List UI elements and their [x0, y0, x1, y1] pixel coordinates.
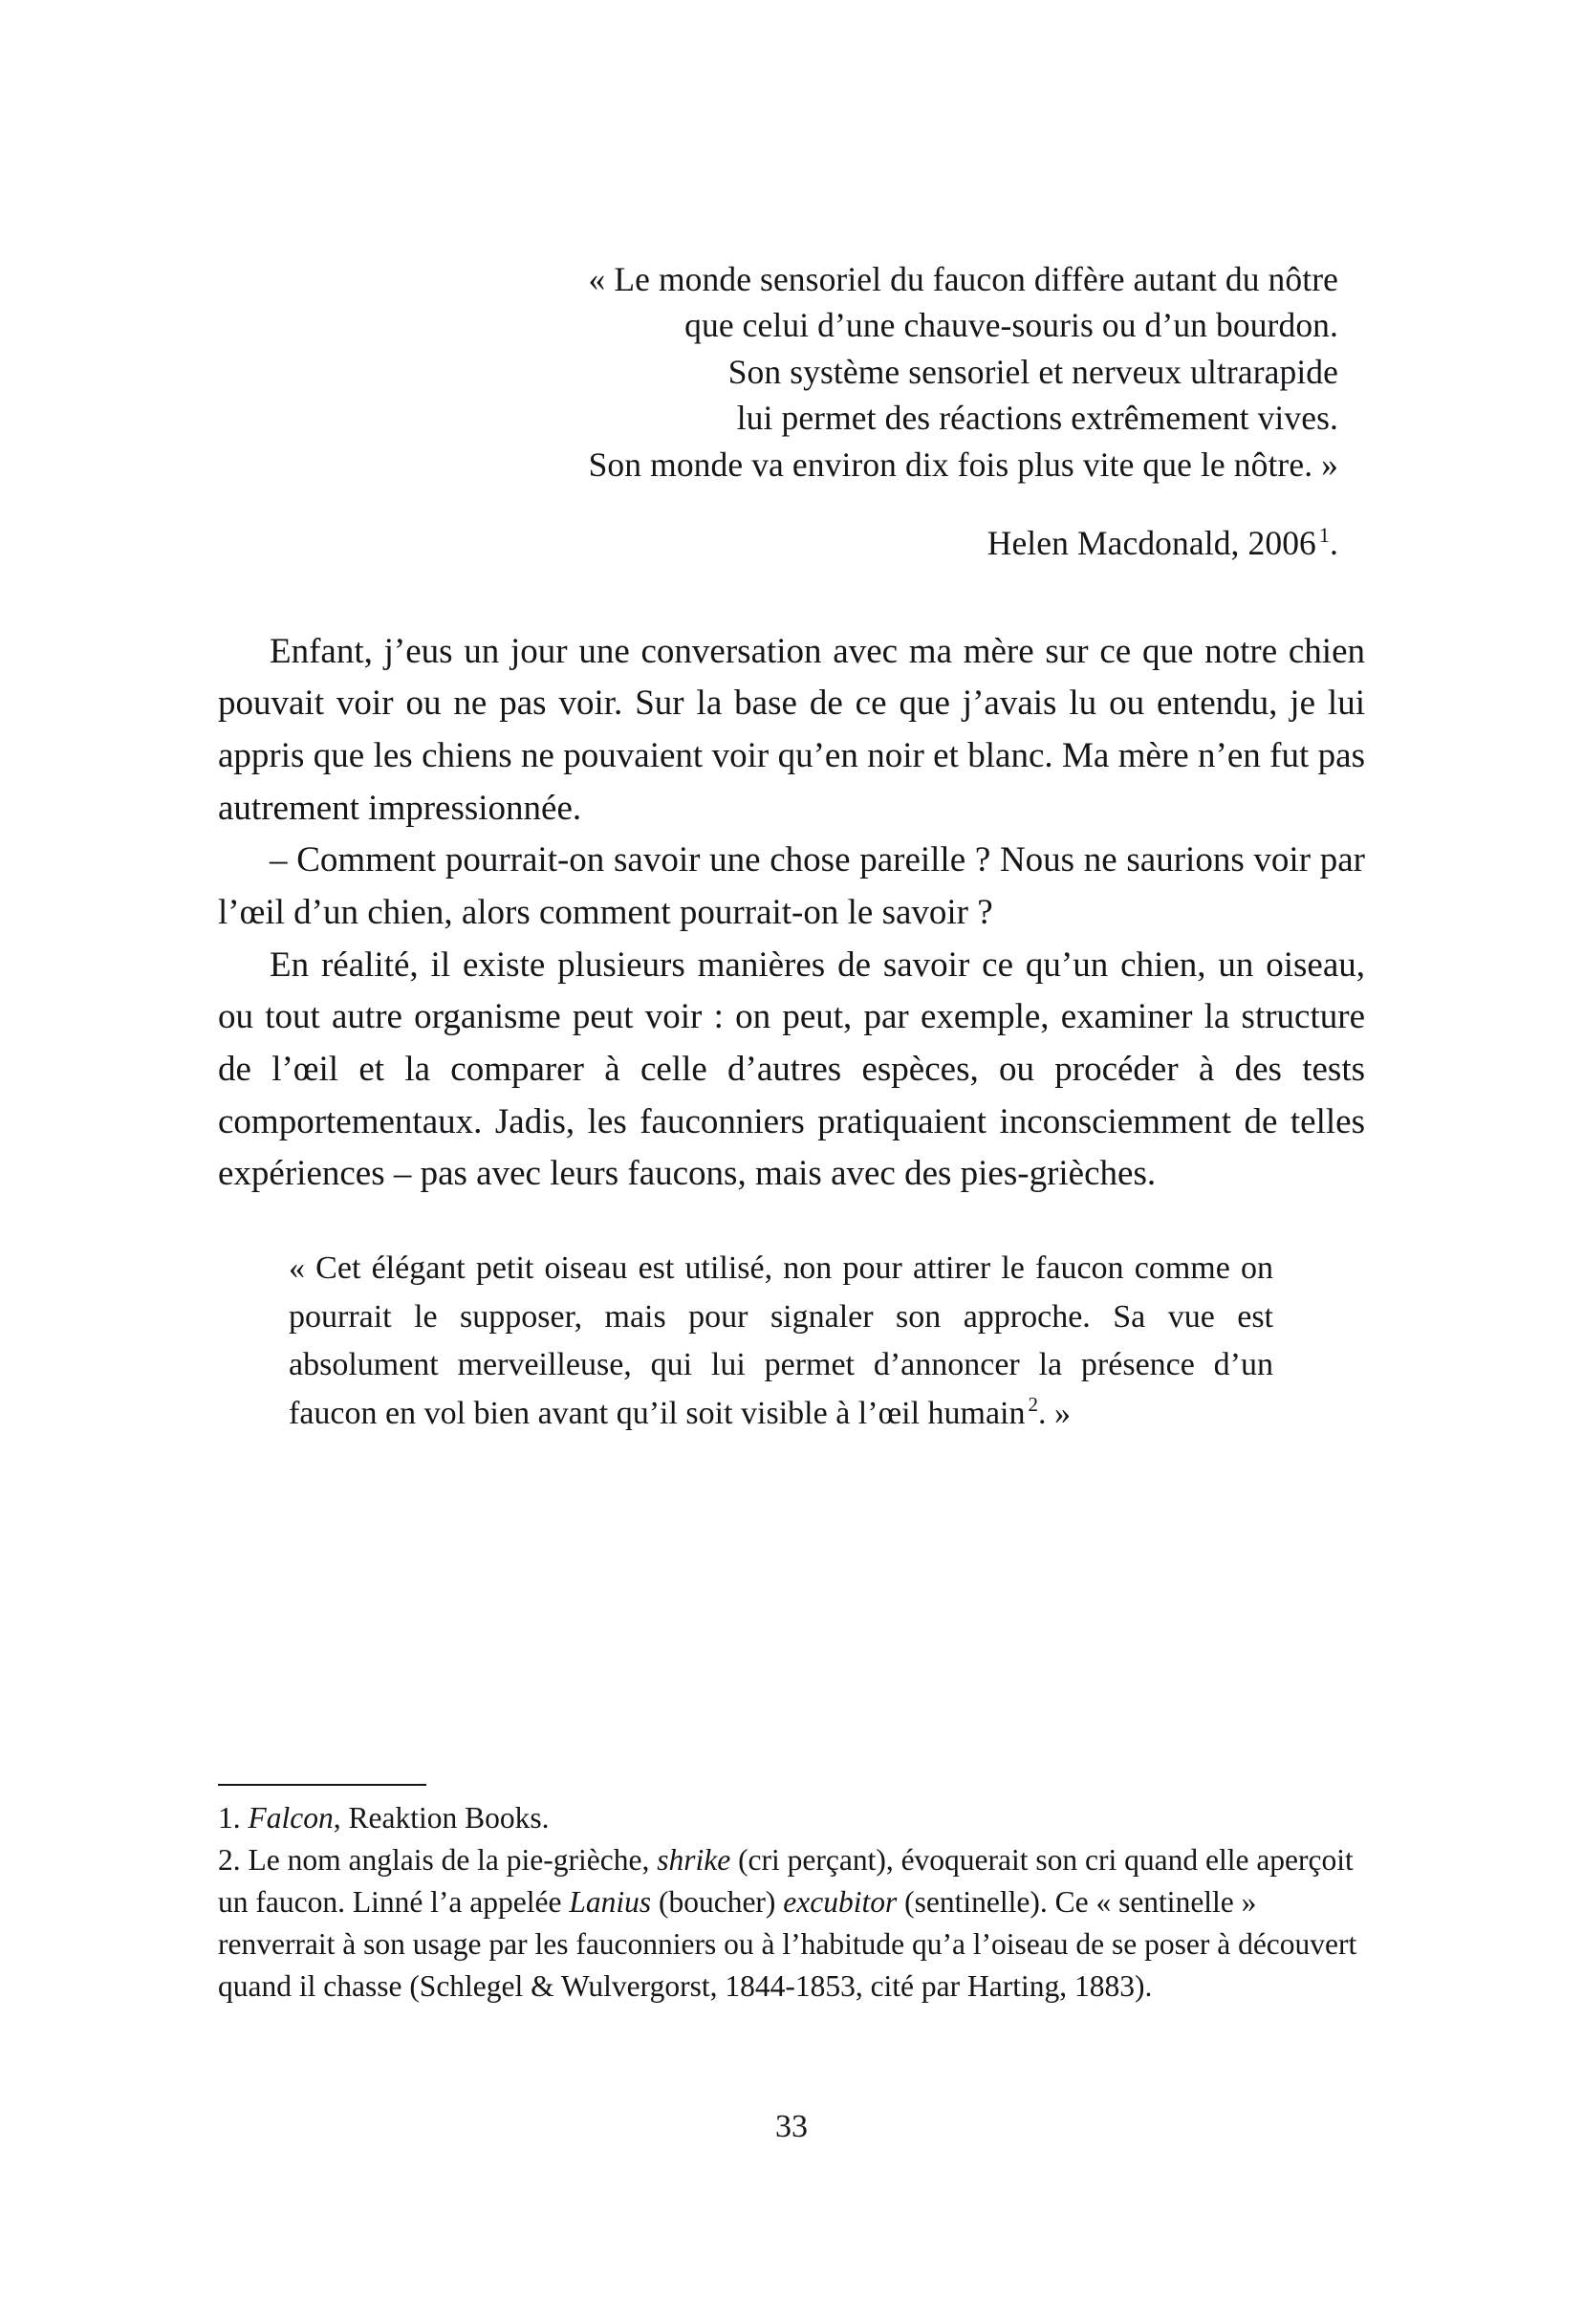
epigraph-attribution-text: Helen Macdonald, 2006 [987, 524, 1316, 563]
footnote-reference-2[interactable]: 2 [1028, 1393, 1039, 1417]
footnotes-section [218, 1784, 1365, 2008]
plain-text: , Reaktion Books. [333, 1801, 550, 1835]
text-column [218, 0, 1365, 1439]
footnote-number: 2. [218, 1843, 241, 1878]
footnote-reference-1[interactable]: 1 [1318, 522, 1331, 547]
epigraph [218, 256, 1365, 567]
italic-term: shrike [657, 1843, 731, 1878]
page-number: 33 [775, 2109, 808, 2144]
footnote-text [218, 1843, 1356, 2003]
epigraph-line: que celui d’une chauve-souris ou d’un bourdon. [684, 306, 1338, 345]
italic-term: excubitor [783, 1885, 898, 1920]
plain-text: (sentinelle). Ce « sentinelle » renverrait à son usage par les fauconniers ou à l’habitude qu’a l’oiseau de se poser à découvert quand il chasse (Schlegel & Wulvergorst, 1844-1853, cité par Harting, 1883). [218, 1885, 1357, 2004]
block-quotation-text-tail: . » [1038, 1396, 1072, 1432]
footnote-separator-rule [218, 1784, 426, 1786]
plain-text: Le nom anglais de la pie-grièche, [248, 1843, 658, 1878]
footnote-text [249, 1801, 550, 1835]
footnote-item [218, 1839, 1365, 2008]
italic-term: Falcon [248, 1801, 334, 1835]
plain-text: (cri perçant), évoquerait son cri quand elle aperçoit un faucon. Linné l’a appelée [218, 1843, 1354, 1920]
epigraph-line: lui permet des réactions extrêmement vives. [736, 399, 1338, 438]
epigraph-attribution-suffix: . [1330, 524, 1338, 563]
plain-text: (boucher) [651, 1885, 784, 1920]
epigraph-line: « Le monde sensoriel du faucon diffère autant du nôtre [588, 260, 1338, 298]
block-quotation-text: « Cet élégant petit oiseau est utilisé, non pour attirer le faucon comme on pourrait le supposer, mais pour signaler son approche. Sa vue est absolument merveilleuse, qui lui permet d’annoncer la présence d’un faucon en vol bien avant qu’il soit visible à l’œil humain [289, 1250, 1273, 1432]
body-paragraph: – Comment pourrait-on savoir une chose pareille ? Nous ne saurions voir par l’œil d’un chien, alors comment pourrait-on le savoir ? [218, 840, 1365, 933]
body-paragraph: Enfant, j’eus un jour une conversation avec ma mère sur ce que notre chien pouvait voir ou ne pas voir. Sur la base de ce que j’avais lu ou entendu, je lui appris que les chiens ne pouvaient voir qu’en noir et blanc. Ma mère n’en fut pas autrement impressionnée. [218, 631, 1365, 828]
block-quotation [289, 1245, 1273, 1439]
italic-term: Lanius [569, 1885, 652, 1920]
block-quotation-paragraph [289, 1245, 1273, 1439]
body-paragraph: En réalité, il existe plusieurs manières de savoir ce qu’un chien, un oiseau, ou tout autre organisme peut voir : on peut, par exemple, examiner la structure de l’œil et la comparer à celle d’autres espèces, ou procéder à des tests comportementaux. Jadis, les fauconniers pratiquaient inconsciemment de telles expériences – pas avec leurs faucons, mais avec des pies-grièches. [218, 945, 1365, 1194]
epigraph-attribution [218, 520, 1338, 566]
epigraph-line: Son système sensoriel et nerveux ultrarapide [727, 352, 1338, 391]
epigraph-line: Son monde va environ dix fois plus vite que le nôtre. » [588, 445, 1338, 484]
footnote-item [218, 1797, 1365, 1839]
footnote-number: 1. [218, 1801, 241, 1835]
body-text [218, 626, 1365, 1201]
